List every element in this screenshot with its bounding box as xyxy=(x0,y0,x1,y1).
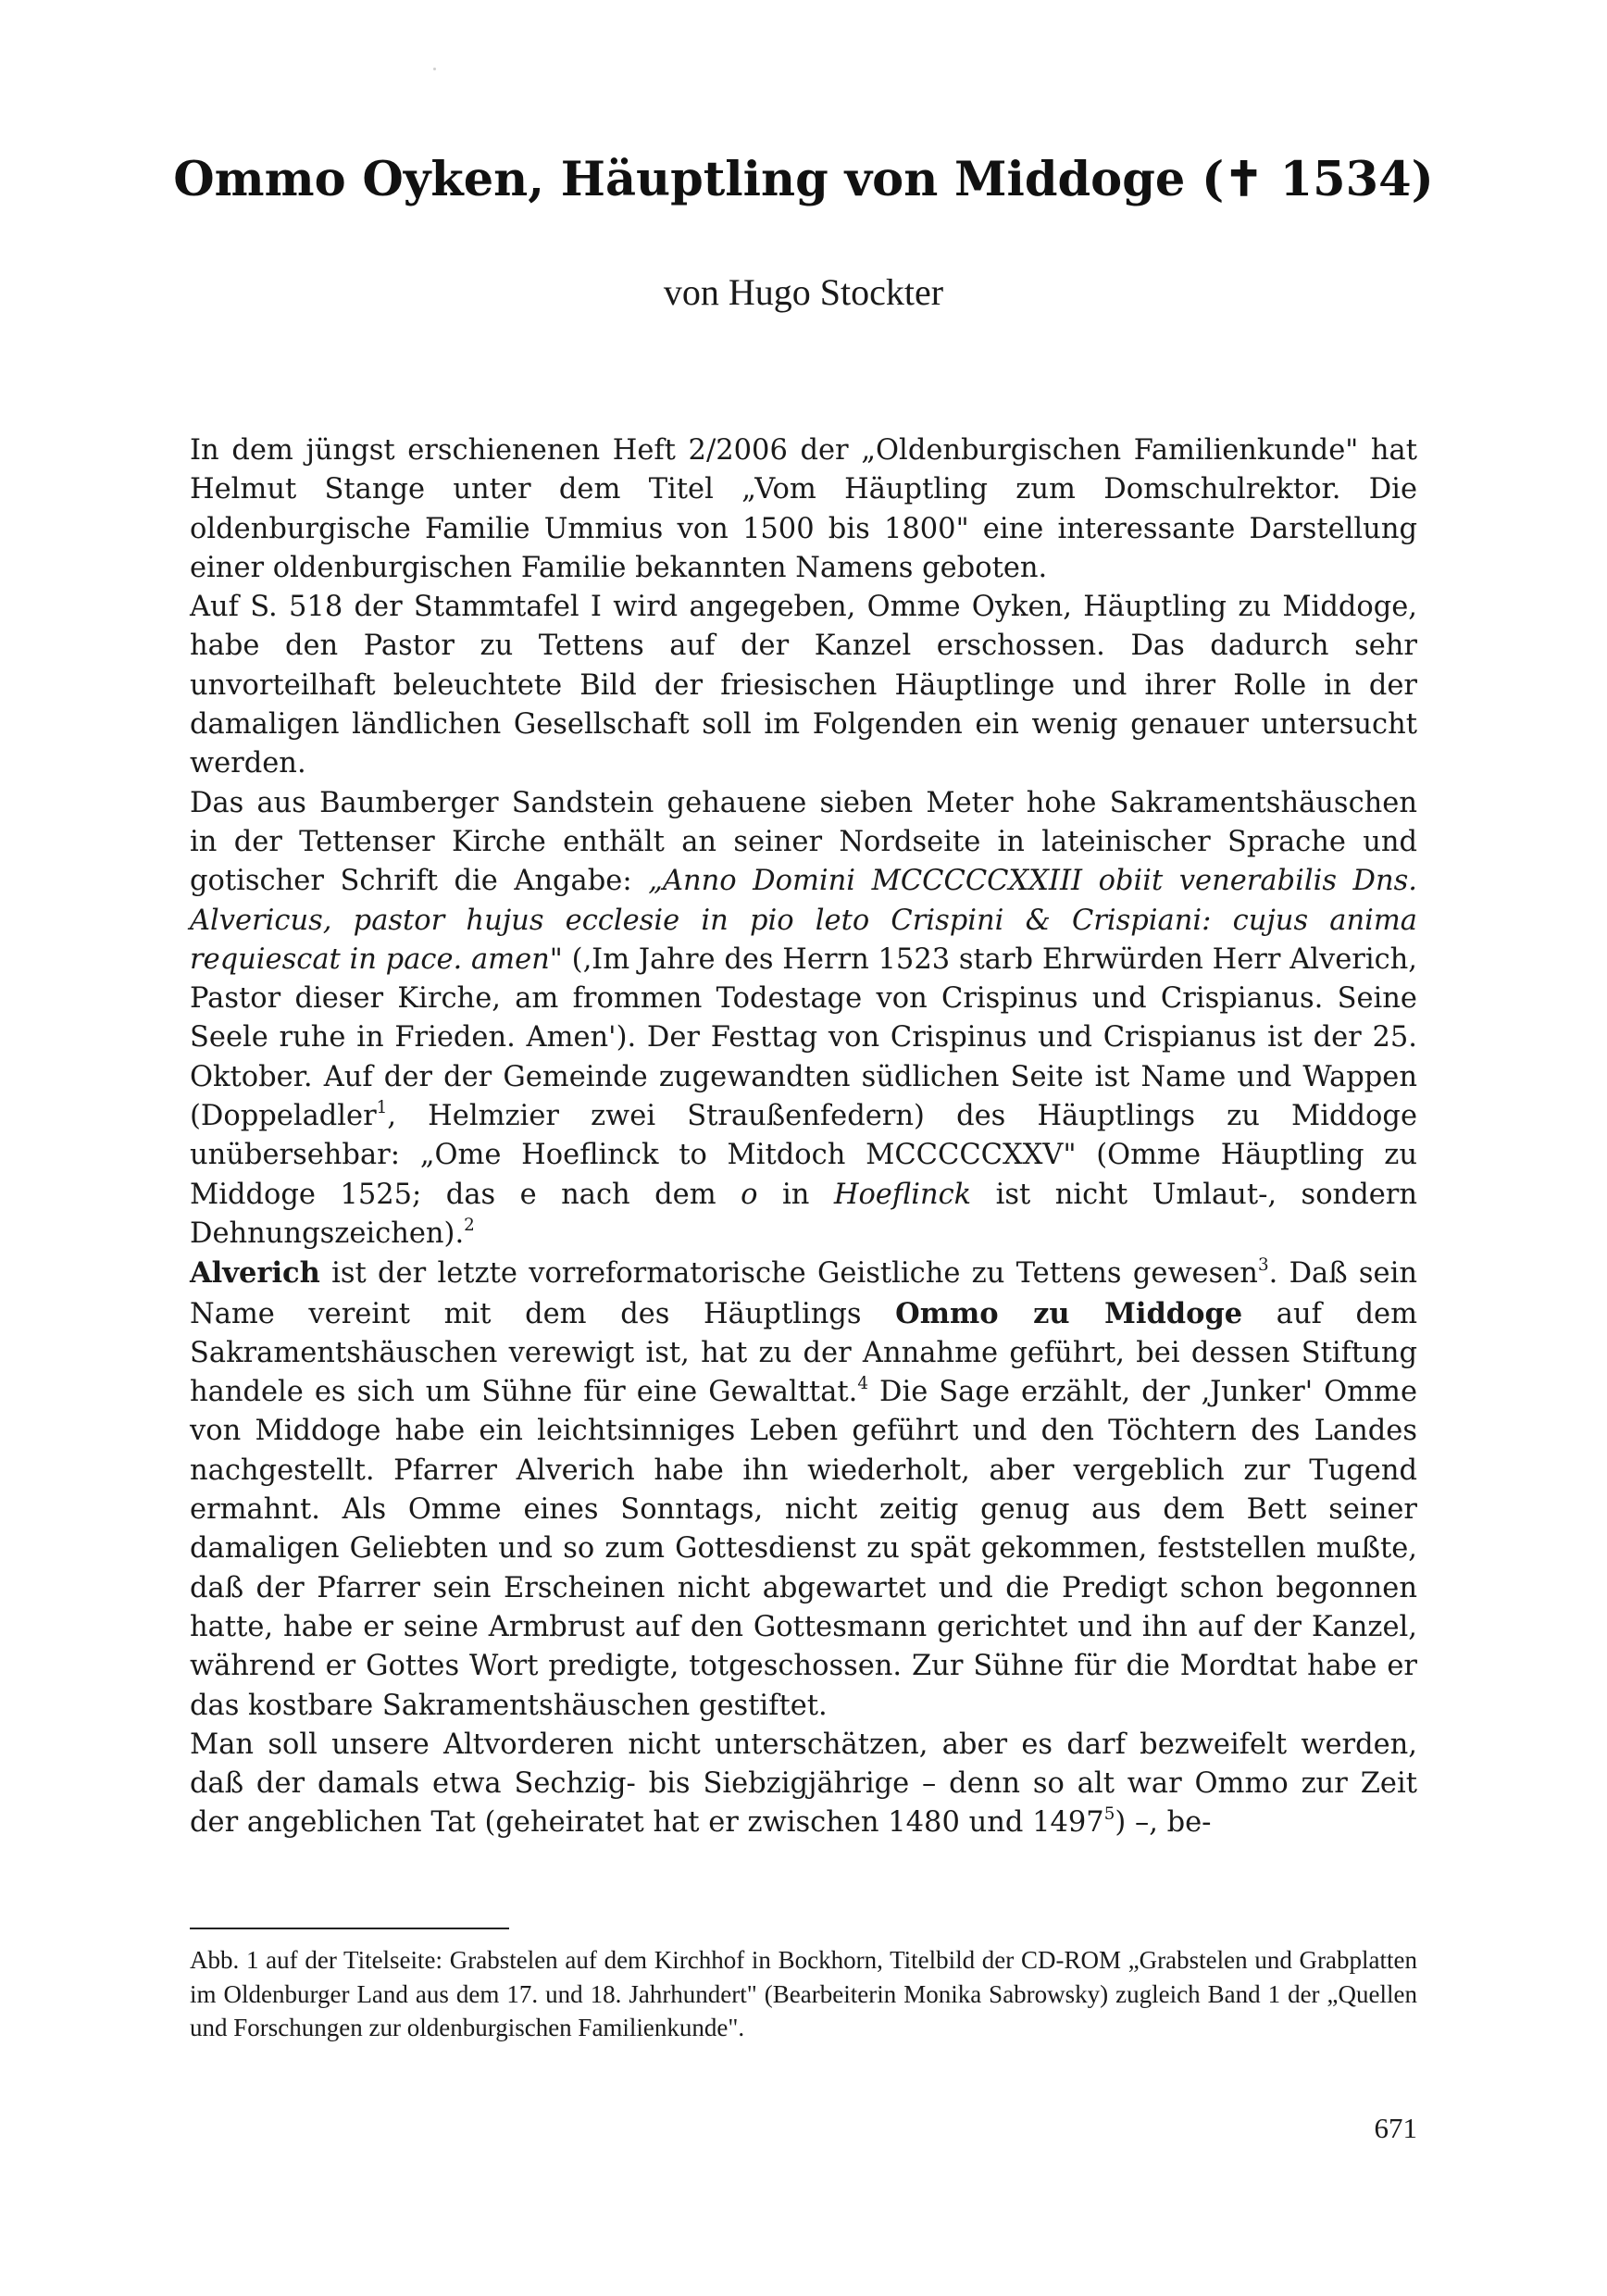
text-run: ist der letzte vorreformatorische Geistliche zu Tettens gewesen xyxy=(319,1257,1258,1291)
text-run: . Daß sein Name vereint mit dem des Häuptlings xyxy=(190,1257,1417,1330)
text-run: in xyxy=(757,1178,834,1211)
text-run: Das aus Baumberger Sandstein gehauene sieben Meter hohe Sakramentshäuschen in der Tettenser Kirche enthält an seiner Nordseite in lateinischer Sprache und gotischer Schrift die Angabe: xyxy=(190,786,1417,898)
footnote-marker: 4 xyxy=(857,1374,868,1394)
footnote-marker: 1 xyxy=(376,1098,388,1118)
text-run: auf dem Sakramentshäuschen verewigt ist, hat zu der Annahme geführt, bei dessen Stiftung handele es sich um Sühne für eine Gewalttat. xyxy=(190,1297,1417,1409)
italic-text: Hoeflinck xyxy=(833,1178,972,1211)
article-author: von Hugo Stockter xyxy=(663,271,944,313)
page-number: 671 xyxy=(1374,2112,1417,2144)
footnote-marker: 2 xyxy=(464,1216,475,1236)
footnote-marker: 5 xyxy=(1103,1804,1115,1825)
body-paragraph xyxy=(190,784,1417,1254)
text-run: (‚Im Jahre des Herrn 1523 starb Ehrwürden Herr Alverich, Pastor dieser Kirche, am frommen Todestage von Crispinus und Crispianus. Seine Seele ruhe in Frieden. Amen'). Der Festtag von Crispinus und Crispianus ist der 25. Oktober. Auf der der Gemeinde zugewandten südlichen Seite ist Name und Wappen (Doppeladler xyxy=(190,942,1418,1133)
text-run: In dem jüngst erschienenen Heft 2/2006 der „Oldenburgischen Familienkunde" hat Helmut Stange unter dem Titel „Vom Häuptling zum Domschulrektor. Die oldenburgische Familie Ummius von 1500 bis 1800" eine interessante Darstellung einer oldenburgischen Familie bekannten Namens geboten. xyxy=(190,434,1417,584)
text-run: , Helmzier zwei Straußenfedern) des Häuptlings zu Middoge unübersehbar: „Ome Hoeflinck to Mitdoch MCCCCCXXV" (Omme Häuptling zu Middoge 1525; das e nach dem xyxy=(190,1100,1417,1211)
body-paragraph xyxy=(190,588,1417,783)
body-paragraph xyxy=(190,431,1417,588)
italic-text: „Anno Domini MCCCCCXXIII obiit venerabilis Dns. Alvericus, pastor hujus ecclesie in pio leto Crispini & Crispiani: cujus anima requiescat in pace. amen" xyxy=(190,865,1417,976)
text-run: ) –, be- xyxy=(1115,1806,1212,1840)
text-run: Die Sage erzählt, der ‚Junker' Omme von Middoge habe ein leichtsinniges Leben geführt und den Töchtern des Landes nachgestellt. Pfarrer Alverich habe ihn wiederholt, aber vergeblich zur Tugend ermahnt. Als Omme eines Sonntags, nicht zeitig genug aus dem Bett seiner damaligen Geliebten und so zum Gottesdienst zu spät gekommen, feststellen mußte, daß der Pfarrer sein Erscheinen nicht abgewartet und die Predigt schon begonnen hatte, habe er seine Armbrust auf den Gottesmann gerichtet und ihn auf der Kanzel, während er Gottes Wort predigte, totgeschossen. Zur Sühne für die Mordtat habe er das kostbare Sakramentshäuschen gestiftet. xyxy=(190,1376,1417,1722)
footnote-divider xyxy=(190,1928,509,1929)
scan-speck xyxy=(433,68,436,70)
text-run: Man soll unsere Altvorderen nicht unterschätzen, aber es darf bezweifelt werden, daß der damals etwa Sechzig- bis Siebzigjährige – denn so alt war Ommo zur Zeit der angeblichen Tat (geheiratet hat er zwischen 1480 und 1497 xyxy=(190,1728,1417,1840)
article-title: Ommo Oyken, Häuptling von Middoge (✝ 1534) xyxy=(173,152,1434,207)
article-body xyxy=(190,431,1417,1843)
body-paragraph xyxy=(190,1254,1417,1726)
footnote-image-caption: Abb. 1 auf der Titelseite: Grabstelen auf dem Kirchhof in Bockhorn, Titelbild der CD-ROM „Grabstelen und Grabplatten im Oldenburger Land aus dem 17. und 18. Jahrhundert" (Bearbeiterin Monika Sabrowsky) zugleich Band 1 der „Quellen und Forschungen zur oldenburgischen Familienkunde". xyxy=(190,1946,1417,2041)
bold-text: Alverich xyxy=(190,1256,320,1291)
bold-text: Ommo zu Middoge xyxy=(895,1296,1243,1330)
body-paragraph xyxy=(190,1726,1417,1843)
italic-text: o xyxy=(741,1178,758,1211)
text-run: Auf S. 518 der Stammtafel I wird angegeben, Omme Oyken, Häuptling zu Middoge, habe den Pastor zu Tettens auf der Kanzel erschossen. Das dadurch sehr unvorteilhaft beleuchtete Bild der friesischen Häuptlinge und ihrer Rolle in der damaligen ländlichen Gesellschaft soll im Folgenden ein wenig genauer untersucht werden. xyxy=(190,591,1417,780)
footnote-marker: 3 xyxy=(1257,1255,1269,1276)
text-run: ist nicht Umlaut-, sondern Dehnungszeichen). xyxy=(190,1178,1417,1250)
